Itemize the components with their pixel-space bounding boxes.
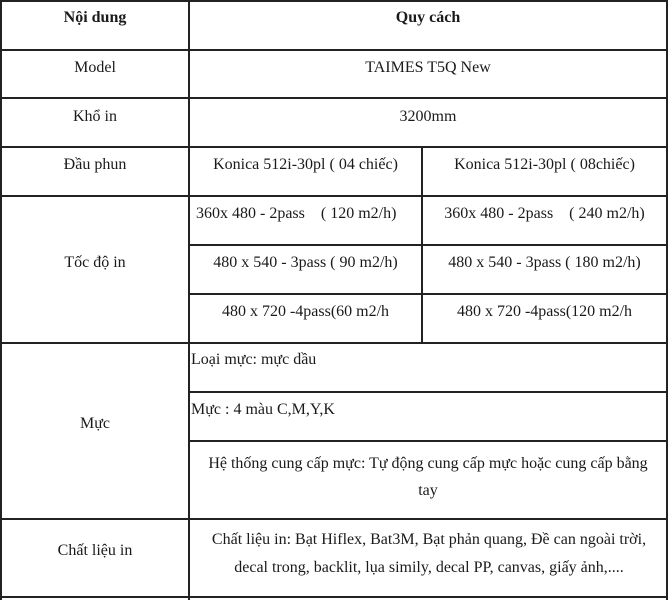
row-label-muc: Mực — [80, 415, 110, 432]
muc-item-3: Hệ thống cung cấp mực: Tự động cung cấp mực hoặc cung cấp bằng tay — [208, 455, 648, 499]
row-label-dau-phun: Đầu phun — [63, 156, 127, 173]
divider — [0, 0, 2, 600]
speed-right-2: 480 x 540 - 3pass ( 180 m2/h) — [448, 254, 641, 271]
divider — [0, 49, 668, 51]
divider — [0, 97, 668, 99]
divider — [188, 440, 668, 442]
divider — [0, 342, 668, 344]
row-label-kho-in: Khổ in — [73, 108, 117, 125]
speed-left-2: 480 x 540 - 3pass ( 90 m2/h) — [213, 254, 398, 271]
row-value-model: TAIMES T5Q New — [365, 59, 491, 76]
divider — [0, 518, 668, 520]
row-value-dau-phun-right: Konica 512i-30pl ( 08chiếc) — [454, 156, 635, 173]
divider — [666, 0, 668, 600]
divider — [188, 391, 668, 393]
row-label-chat-lieu-in: Chất liệu in — [57, 542, 133, 559]
speed-right-3: 480 x 720 -4pass(120 m2/h — [456, 303, 633, 320]
row-value-chat-lieu-in: Chất liệu in: Bạt Hiflex, Bat3M, Bạt phản quang, Đề can ngoài trời, decal trong, backlit, lụa simily, decal PP, canvas, giấy ảnh,.... — [211, 531, 647, 576]
row-value-kho-in: 3200mm — [399, 108, 457, 125]
divider — [188, 0, 190, 600]
divider — [188, 293, 668, 295]
muc-item-2: Mực : 4 màu C,M,Y,K — [191, 401, 335, 418]
divider — [0, 596, 668, 598]
row-label-toc-do-in: Tốc độ in — [64, 254, 126, 271]
divider — [188, 244, 668, 246]
row-value-dau-phun-left: Konica 512i-30pl ( 04 chiếc) — [213, 156, 398, 173]
divider — [0, 146, 668, 148]
muc-item-1: Loại mực: mực dầu — [191, 351, 317, 368]
header-col-noi-dung: Nội dung — [63, 9, 127, 26]
speed-left-1: 360x 480 - 2pass ( 120 m2/h) — [196, 205, 397, 222]
divider — [0, 195, 668, 197]
speed-right-1: 360x 480 - 2pass ( 240 m2/h) — [444, 205, 645, 222]
header-col-quy-cach: Quy cách — [395, 9, 461, 26]
row-label-model: Model — [74, 59, 116, 76]
speed-left-3: 480 x 720 -4pass(60 m2/h — [221, 303, 390, 320]
divider — [0, 0, 668, 2]
